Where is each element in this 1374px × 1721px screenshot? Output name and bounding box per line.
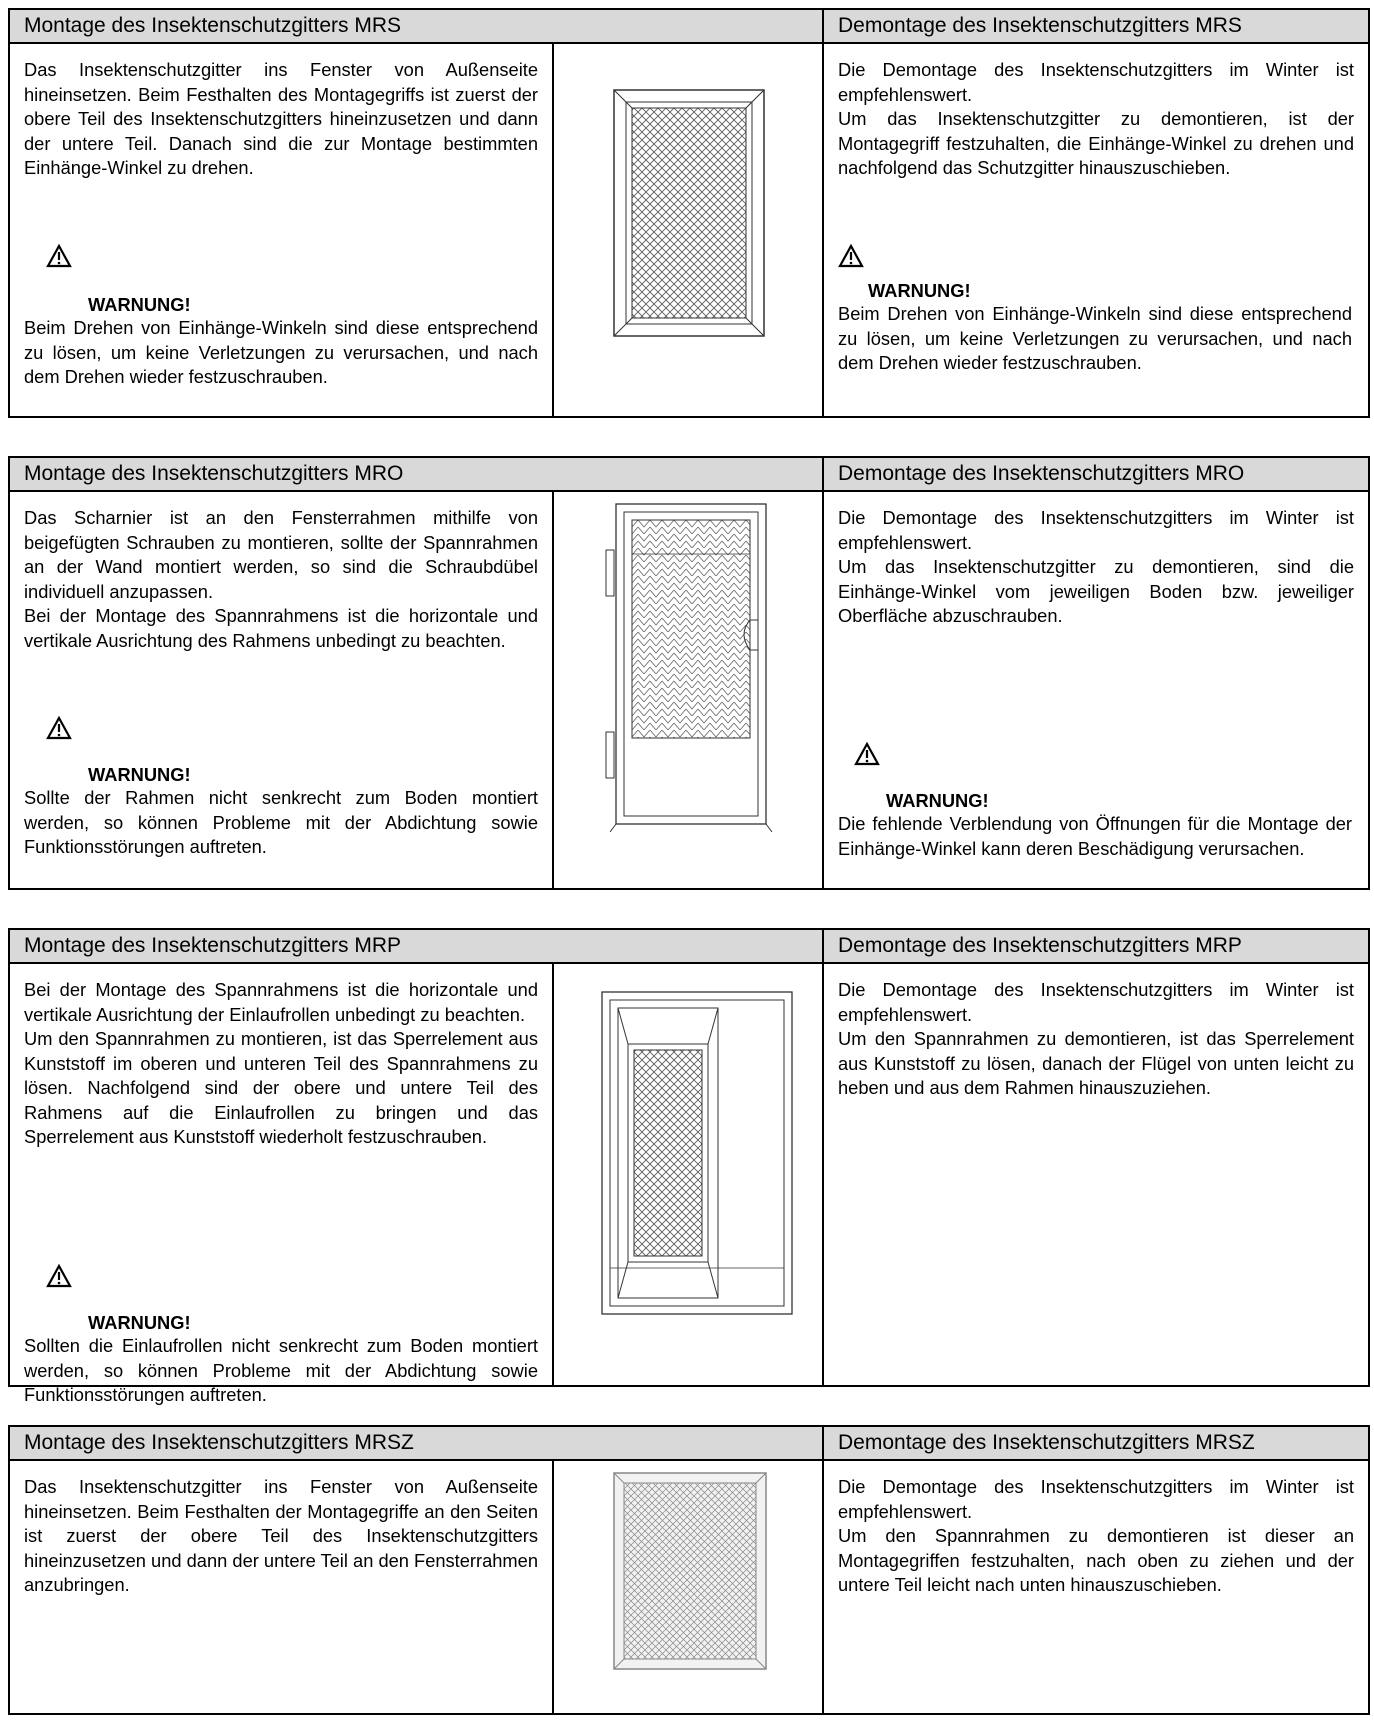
- dismount-column-mro: [824, 492, 1368, 888]
- mount-text-mrs: Das Insektenschutzgitter ins Fenster von Außenseite hineinsetzen. Beim Festhalten des Montagegriffs ist zuerst der obere Teil des Insektenschutzgitters hineinzusetzen und dann der untere Teil. Danach sind die zur Montage bestimmten Einhänge-Winkel zu drehen.: [24, 59, 538, 178]
- mrs-screen-drawing: [554, 44, 824, 416]
- mount-column-mrs: [10, 44, 554, 416]
- mount-column-mrsz: [10, 1461, 554, 1713]
- mro-door-drawing: [554, 492, 824, 888]
- dismount-title-mrs: Demontage des Insektenschutzgitters MRS: [824, 10, 1368, 44]
- mount-column-mrp: [10, 964, 554, 1405]
- image-column-mrp: [554, 964, 824, 1385]
- mount-warning-title-mrp: WARNUNG!: [88, 1312, 191, 1333]
- section-mrs: [8, 8, 1370, 418]
- image-column-mrs: [554, 44, 824, 416]
- mount-warning-text-mro: Sollte der Rahmen nicht senkrecht zum Boden montiert werden, so können Probleme mit der Abdichtung sowie Funktionsstörungen auftreten.: [24, 787, 538, 857]
- dismount-column-mrs: [824, 44, 1368, 416]
- mount-warning-text-mrs: Beim Drehen von Einhänge-Winkeln sind diese entsprechend zu lösen, um keine Verletzungen zu verursachen, und nach dem Drehen wieder festzuschrauben.: [24, 317, 538, 387]
- mount-title-mrp: Montage des Insektenschutzgitters MRP: [10, 930, 824, 964]
- section-mro: [8, 456, 1370, 890]
- dismount-warning-title-mro: WARNUNG!: [886, 790, 989, 811]
- mount-text-mrp: Bei der Montage des Spannrahmens ist die horizontale und vertikale Ausrichtung der Einlaufrollen unbedingt zu beachten. Um den Spannrahmen zu montieren, ist das Sperrelement aus Kunststoff im oberen und unteren Teil des Spannrahmens zu lösen. Nachfolgend sind der obere und untere Teil des Rahmens auf die Einlaufrollen zu bringen und das Sperrelement aus Kunststoff wiederholt festzuschrauben.: [24, 979, 538, 1147]
- dismount-warning-text-mrs: Beim Drehen von Einhänge-Winkeln sind diese entsprechend zu lösen, um keine Verletzungen zu verursachen, und nach dem Drehen wieder festzuschrauben.: [838, 303, 1352, 373]
- mrp-sliding-door-drawing: [554, 964, 824, 1386]
- mrsz-screen-drawing: [554, 1461, 824, 1721]
- warning-triangle-icon: [46, 716, 72, 740]
- mount-warning-text-mrp: Sollten die Einlaufrollen nicht senkrecht zum Boden montiert werden, so können Probleme mit der Abdichtung sowie Funktionsstörungen auftreten.: [24, 1335, 538, 1405]
- dismount-title-mro: Demontage des Insektenschutzgitters MRO: [824, 458, 1368, 492]
- dismount-column-mrsz: [824, 1461, 1368, 1713]
- dismount-text-mrs: Die Demontage des Insektenschutzgitters im Winter ist empfehlenswert. Um das Insektenschutzgitter zu demontieren, ist der Montagegriff festzuhalten, die Einhänge-Winkel zu drehen und nachfolgend das Schutzgitter hinauszuschieben.: [838, 59, 1354, 178]
- warning-triangle-icon: [46, 244, 72, 268]
- section-mrp: [8, 928, 1370, 1405]
- dismount-text-mrp: Die Demontage des Insektenschutzgitters im Winter ist empfehlenswert. Um den Spannrahmen zu demontieren, ist das Sperrelement aus Kunststoff zu lösen, danach der Flügel von unten leicht zu heben und aus dem Rahmen hinauszuziehen.: [838, 979, 1354, 1098]
- mount-column-mro: [10, 492, 554, 888]
- section-mrsz: [8, 1425, 1370, 1715]
- dismount-warning-text-mro: Die fehlende Verblendung von Öffnungen für die Montage der Einhänge-Winkel kann deren Beschädigung verursachen.: [838, 813, 1352, 859]
- dismount-text-mro: Die Demontage des Insektenschutzgitters im Winter ist empfehlenswert. Um das Insektenschutzgitter zu demontieren, sind die Einhänge-Winkel vom jeweiligen Boden bzw. jeweiliger Oberfläche abzuschrauben.: [838, 507, 1354, 626]
- warning-triangle-icon: [838, 244, 864, 268]
- mount-title-mrs: Montage des Insektenschutzgitters MRS: [10, 10, 824, 44]
- dismount-text-mrsz: Die Demontage des Insektenschutzgitters im Winter ist empfehlenswert. Um den Spannrahmen zu demontieren ist dieser an Montagegriffen festzuhalten, nach oben zu ziehen und der untere Teil leicht nach unten hinauszuschieben.: [838, 1476, 1354, 1595]
- dismount-title-mrp: Demontage des Insektenschutzgitters MRP: [824, 930, 1368, 964]
- dismount-warning-title-mrs: WARNUNG!: [868, 280, 971, 301]
- mount-warning-title-mro: WARNUNG!: [88, 764, 191, 785]
- image-column-mro: [554, 492, 824, 888]
- warning-triangle-icon: [854, 742, 880, 766]
- warning-triangle-icon: [46, 1264, 72, 1288]
- dismount-column-mrp: [824, 964, 1368, 1385]
- mount-title-mro: Montage des Insektenschutzgitters MRO: [10, 458, 824, 492]
- dismount-title-mrsz: Demontage des Insektenschutzgitters MRSZ: [824, 1427, 1368, 1461]
- image-column-mrsz: [554, 1461, 824, 1713]
- mount-text-mro: Das Scharnier ist an den Fensterrahmen mithilfe von beigefügten Schrauben zu montieren, sollte der Spannrahmen an der Wand montiert werden, so sind die Schraubdübel individuell anzupassen. Bei der Montage des Spannrahmens ist die horizontale und vertikale Ausrichtung des Rahmens unbedingt zu beachten.: [24, 507, 538, 651]
- mount-warning-title-mrs: WARNUNG!: [88, 294, 191, 315]
- mount-title-mrsz: Montage des Insektenschutzgitters MRSZ: [10, 1427, 824, 1461]
- mount-text-mrsz: Das Insektenschutzgitter ins Fenster von Außenseite hineinsetzen. Beim Festhalten der Montagegriffe an den Seiten ist zuerst der obere Teil des Insektenschutzgitters hineinzusetzen und dann der untere Teil an den Fensterrahmen anzubringen.: [24, 1476, 538, 1595]
